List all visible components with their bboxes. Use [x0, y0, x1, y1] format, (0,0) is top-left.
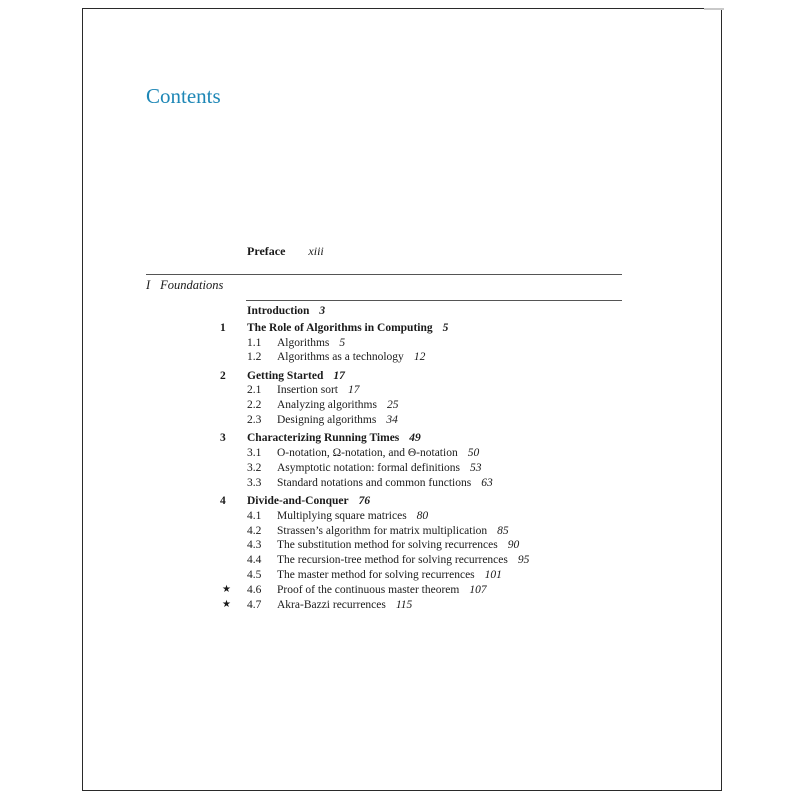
section-number: 1.2: [247, 351, 262, 364]
section-entry[interactable]: [220, 336, 620, 351]
preface-entry[interactable]: [247, 244, 324, 259]
chapter-number: 2: [220, 369, 226, 382]
chapter-title: Getting Started: [247, 369, 324, 382]
section-entry[interactable]: [220, 538, 620, 553]
chapter-entry[interactable]: [220, 494, 620, 509]
section-entry[interactable]: [220, 476, 620, 491]
star-icon: ★: [222, 583, 231, 595]
section-number: 2.2: [247, 399, 262, 412]
preface-page: xiii: [308, 244, 324, 258]
section-page: 17: [348, 384, 360, 397]
section-page: 25: [386, 399, 399, 412]
section-title: Analyzing algorithms: [277, 399, 377, 412]
chapter-page: 5: [442, 321, 449, 334]
section-title: O-notation, Ω-notation, and Θ-notation: [277, 447, 458, 460]
introduction-page: 3: [319, 305, 326, 317]
section-entry[interactable]: [220, 524, 620, 539]
part-title: Foundations: [160, 278, 224, 292]
chapter-title: Divide-and-Conquer: [247, 495, 349, 508]
section-page: 12: [413, 351, 426, 364]
section-number: 4.6: [247, 583, 262, 596]
section-number: 4.1: [247, 509, 262, 522]
chapter-page: 17: [333, 369, 345, 382]
section-number: 4.3: [247, 539, 262, 552]
part-number: I: [146, 278, 151, 292]
introduction-entry[interactable]: [220, 304, 620, 319]
section-entry[interactable]: [220, 568, 620, 583]
part-heading: [146, 278, 223, 293]
section-title: Standard notations and common functions: [277, 476, 472, 489]
chapter-entry[interactable]: [220, 431, 620, 446]
section-entry[interactable]: [220, 583, 620, 598]
section-page: 101: [484, 569, 502, 582]
chapter-number: 4: [220, 495, 226, 508]
section-title: Algorithms: [277, 336, 330, 349]
section-title: The master method for solving recurrences: [277, 569, 475, 582]
section-entry[interactable]: [220, 446, 620, 461]
chapter-entry[interactable]: [220, 369, 620, 384]
chapter-title: Characterizing Running Times: [247, 432, 400, 445]
section-title: The substitution method for solving recurrences: [277, 539, 498, 552]
chapter-title: The Role of Algorithms in Computing: [247, 321, 433, 334]
section-number: 4.7: [247, 598, 262, 611]
section-number: 2.1: [247, 384, 262, 397]
section-entry[interactable]: [220, 553, 620, 568]
section-title: Akra-Bazzi recurrences: [277, 598, 386, 611]
section-number: 4.2: [247, 524, 262, 537]
page-corner-mark: [704, 8, 724, 10]
section-entry[interactable]: [220, 598, 620, 613]
section-number: 3.2: [247, 461, 262, 474]
page-title: Contents: [146, 84, 221, 108]
chapter-number: 3: [220, 432, 226, 445]
chapter-entry[interactable]: [220, 321, 620, 336]
section-page: 107: [469, 583, 487, 596]
section-title: Insertion sort: [277, 384, 339, 397]
chapter-list: [220, 321, 620, 613]
section-title: The recursion-tree method for solving recurrences: [277, 554, 508, 567]
section-number: 3.1: [247, 447, 262, 460]
section-page: 63: [481, 476, 493, 489]
chapter-page: 49: [409, 432, 421, 445]
section-entry[interactable]: [220, 413, 620, 428]
part-bottom-rule: [246, 300, 622, 301]
section-title: Proof of the continuous master theorem: [277, 583, 460, 596]
introduction-label: Introduction: [247, 305, 310, 317]
section-page: 50: [467, 447, 480, 460]
section-number: 3.3: [247, 476, 262, 489]
section-page: 95: [517, 554, 530, 567]
section-number: 4.5: [247, 569, 262, 582]
section-title: Strassen’s algorithm for matrix multiplication: [277, 524, 488, 537]
star-icon: ★: [222, 598, 231, 610]
section-page: 5: [339, 336, 346, 349]
section-page: 85: [497, 524, 509, 537]
section-title: Asymptotic notation: formal definitions: [277, 461, 461, 474]
section-title: Designing algorithms: [277, 414, 377, 427]
chapter-page: 76: [358, 495, 371, 508]
section-page: 80: [416, 509, 429, 522]
section-number: 4.4: [247, 554, 262, 567]
part-top-rule: [146, 274, 622, 275]
section-page: 53: [470, 461, 482, 474]
section-title: Algorithms as a technology: [277, 351, 404, 364]
section-entry[interactable]: [220, 398, 620, 413]
section-entry[interactable]: [220, 350, 620, 365]
chapter-number: 1: [220, 321, 226, 334]
section-entry[interactable]: [220, 461, 620, 476]
section-number: 1.1: [247, 336, 262, 349]
section-entry[interactable]: [220, 383, 620, 398]
section-page: 115: [395, 598, 413, 611]
section-number: 2.3: [247, 414, 262, 427]
section-title: Multiplying square matrices: [277, 509, 407, 522]
section-page: 90: [507, 539, 520, 552]
table-of-contents: [220, 304, 620, 612]
preface-label: Preface: [247, 244, 286, 258]
section-entry[interactable]: [220, 509, 620, 524]
section-page: 34: [386, 414, 398, 427]
